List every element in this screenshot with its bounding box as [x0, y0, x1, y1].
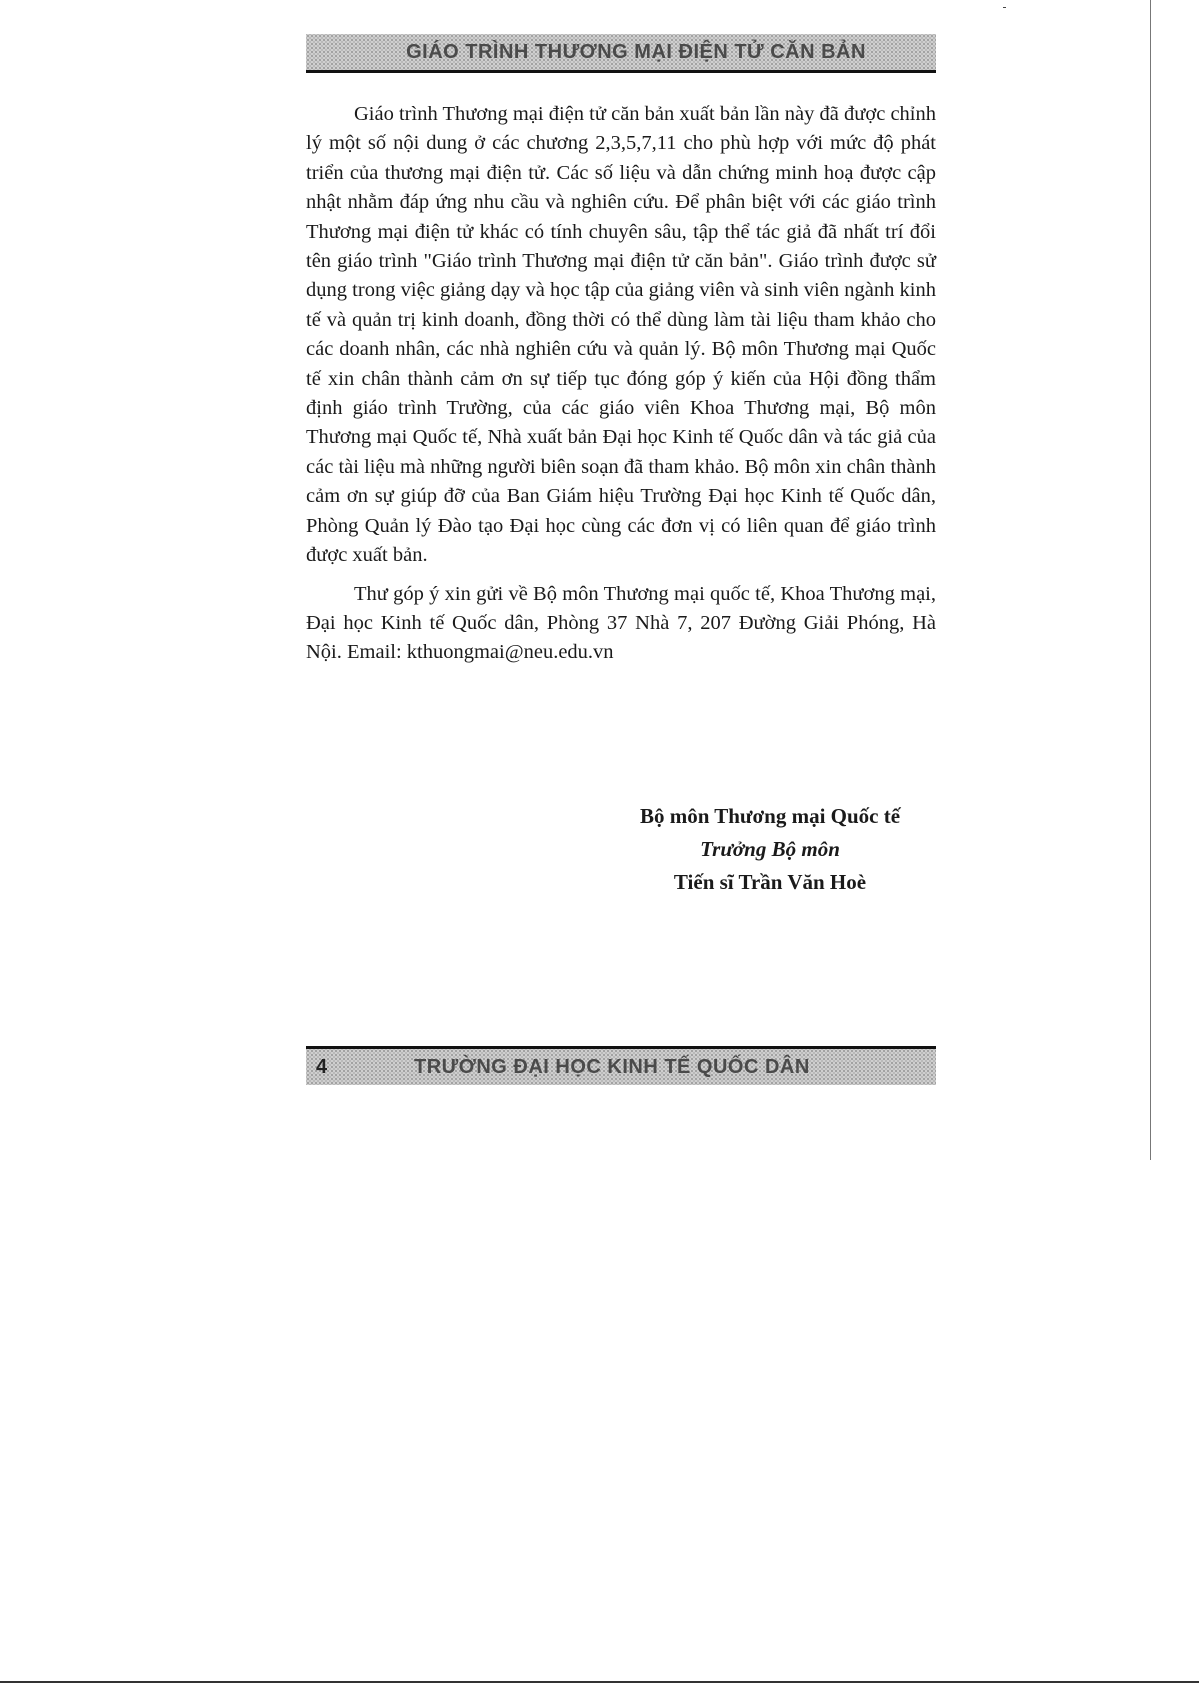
paragraph-preface: Giáo trình Thương mại điện tử căn bản xuất bản lần này đã được chỉnh lý một số nội dung ở các chương 2,3,5,7,11 cho phù hợp với mức độ phát triển của thương mại điện tử. Các số liệu và dẫn chứng minh hoạ được cập nhật nhằm đáp ứng nhu cầu và nghiên cứu. Để phân biệt với các giáo trình Thương mại điện tử khác có tính chuyên sâu, tập thể tác giả đã nhất trí đổi tên giáo trình "Giáo trình Thương mại điện tử căn bản". Giáo trình được sử dụng trong việc giảng dạy và học tập của giảng viên và sinh viên ngành kinh tế và quản trị kinh doanh, đồng thời có thể dùng làm tài liệu tham khảo cho các doanh nhân, các nhà nghiên cứu và quản lý. Bộ môn Thương mại Quốc tế xin chân thành cảm ơn sự tiếp tục đóng góp ý kiến của Hội đồng thẩm định giáo trình Trường, của các giáo viên Khoa Thương mại, Bộ môn Thương mại Quốc tế, Nhà xuất bản Đại học Kinh tế Quốc dân và tác giả của các tài liệu mà những người biên soạn đã tham khảo. Bộ môn xin chân thành cảm ơn sự giúp đỡ của Ban Giám hiệu Trường Đại học Kinh tế Quốc dân, Phòng Quản lý Đào tạo Đại học cùng các đơn vị có liên quan để giáo trình được xuất bản.	[306, 103, 936, 567]
running-header	[306, 34, 936, 73]
paragraph-contact: Thư góp ý xin gửi về Bộ môn Thương mại quốc tế, Khoa Thương mại, Đại học Kinh tế Quốc dân, Phòng 37 Nhà 7, 207 Đường Giải Phóng, Hà Nội. Email: kthuongmai@neu.edu.vn	[306, 582, 936, 664]
scan-bottom-edge	[0, 1681, 1199, 1683]
header-title: GIÁO TRÌNH THƯƠNG MẠI ĐIỆN TỬ CĂN BẢN	[406, 40, 866, 63]
running-footer	[306, 1046, 936, 1085]
signature-block	[600, 800, 940, 899]
signature-department: Bộ môn Thương mại Quốc tế	[639, 804, 901, 828]
signature-role: Trưởng Bộ môn	[700, 837, 840, 861]
scan-edge-line	[1150, 0, 1151, 1160]
page-number: 4	[316, 1055, 328, 1078]
scan-mark	[1003, 7, 1006, 8]
body-text	[306, 100, 936, 677]
footer-institution: TRƯỜNG ĐẠI HỌC KINH TẾ QUỐC DÂN	[414, 1055, 810, 1078]
signature-name: Tiến sĩ Trần Văn Hoè	[673, 870, 867, 894]
